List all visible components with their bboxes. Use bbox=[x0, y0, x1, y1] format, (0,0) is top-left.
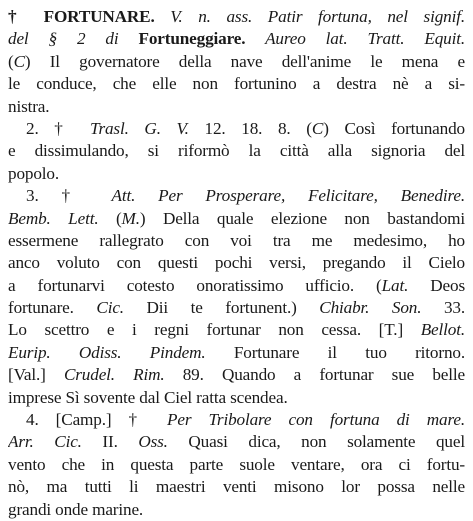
text-line bbox=[8, 364, 465, 386]
text-run: 89. Quando a fortunar sue belle bbox=[164, 365, 465, 385]
text-run: ( bbox=[98, 208, 122, 228]
text-line bbox=[8, 499, 465, 521]
text-line bbox=[8, 297, 465, 319]
text-run: Dii te fortunent.) bbox=[123, 298, 320, 318]
text-run: essermene rallegrato con voi tra me medesimo, ho bbox=[8, 230, 465, 250]
text-run: nistra. bbox=[8, 96, 50, 116]
text-run: ) Della quale elezione non bastandomi bbox=[139, 208, 465, 228]
text-run: II. bbox=[81, 432, 139, 452]
text-run: Eurip. Odiss. Pindem. bbox=[8, 342, 206, 362]
text-run: Cic. bbox=[96, 298, 124, 318]
text-line bbox=[8, 140, 465, 162]
text-run: Aureo lat. Tratt. Equit. bbox=[245, 29, 465, 49]
text-run: anco voluto con questi pochi versi, pregando il Cielo bbox=[8, 253, 465, 273]
text-run: Fortunare il tuo ritorno. bbox=[205, 342, 465, 362]
text-line bbox=[8, 252, 465, 274]
text-line bbox=[8, 319, 465, 341]
text-run: ) Così fortunando bbox=[323, 118, 465, 138]
text-run: le conduce, che elle non fortunino a destra nè a si- bbox=[8, 74, 465, 94]
text-run: nò, ma tutti li maestri venti misono lor possa nelle bbox=[8, 477, 465, 497]
text-run: ] bbox=[397, 320, 421, 340]
text-run: vento che in questa parte suole ventare, ora ci fortu- bbox=[8, 454, 465, 474]
text-line bbox=[8, 185, 465, 207]
text-line bbox=[8, 118, 465, 140]
text-run: Oss. bbox=[138, 432, 168, 452]
text-line bbox=[8, 454, 465, 476]
text-line bbox=[8, 96, 465, 118]
text-run: † bbox=[8, 7, 44, 26]
text-line bbox=[8, 431, 465, 453]
text-run: Per Tribolare con fortuna di mare. bbox=[167, 410, 465, 430]
text-run: Att. Per Prosperare, Felicitare, Benedire. bbox=[111, 186, 465, 206]
text-line bbox=[8, 208, 465, 230]
text-line bbox=[8, 387, 465, 409]
text-run: a fortunarvi cotesto onoratissimo ufficio. ( bbox=[8, 275, 382, 295]
text-line bbox=[8, 275, 465, 297]
text-run: Lo scettro e i regni fortunar non cessa. [ bbox=[8, 320, 385, 340]
text-run: 3. † bbox=[26, 186, 112, 206]
text-run: 33. bbox=[421, 298, 465, 318]
text-run: C bbox=[13, 51, 25, 71]
text-run: ) Il governatore della nave dell'anime le mena e bbox=[24, 51, 465, 71]
text-run: Deos bbox=[408, 275, 465, 295]
text-run: Lat. bbox=[381, 275, 409, 295]
text-run: V. n. ass. Patir fortuna, nel signif. bbox=[154, 7, 465, 26]
text-run: Chiabr. Son. bbox=[319, 298, 422, 318]
text-run: C bbox=[311, 118, 324, 138]
text-run: grandi onde marine. bbox=[8, 499, 144, 519]
text-line bbox=[8, 230, 465, 252]
text-run: del § 2 di bbox=[8, 29, 139, 49]
text-run: 4. [Camp.] † bbox=[26, 410, 167, 430]
text-run: T. bbox=[384, 320, 398, 340]
text-run: Crudel. Rim. bbox=[63, 365, 165, 385]
text-run: imprese Sì sovente dal Ciel ratta scendea. bbox=[8, 387, 288, 407]
text-line bbox=[8, 51, 465, 73]
text-run: Fortuneggiare. bbox=[138, 29, 246, 49]
text-line bbox=[8, 73, 465, 95]
text-run: fortunare. bbox=[8, 298, 97, 318]
text-run: ( bbox=[8, 51, 14, 71]
text-line bbox=[8, 163, 465, 185]
text-run: Bellot. bbox=[420, 320, 465, 340]
text-line bbox=[8, 342, 465, 364]
text-line bbox=[8, 6, 465, 28]
text-line bbox=[8, 28, 465, 50]
text-run: [Val.] bbox=[8, 365, 64, 385]
text-run: Bemb. Lett. bbox=[8, 208, 99, 228]
text-run: Quasi dica, non solamente quel bbox=[167, 432, 465, 452]
text-line bbox=[8, 409, 465, 431]
text-run: M. bbox=[121, 208, 140, 228]
text-run: 2. † bbox=[26, 118, 90, 138]
text-run: popolo. bbox=[8, 163, 59, 183]
text-line bbox=[8, 476, 465, 498]
text-run: Arr. Cic. bbox=[8, 432, 82, 452]
text-run: 12. 18. 8. ( bbox=[188, 118, 312, 138]
text-run: Trasl. G. V. bbox=[89, 118, 189, 138]
text-run: e dissimulando, si riformò la città alla signoria del bbox=[8, 141, 465, 161]
text-run: FORTUNARE. bbox=[43, 7, 155, 26]
